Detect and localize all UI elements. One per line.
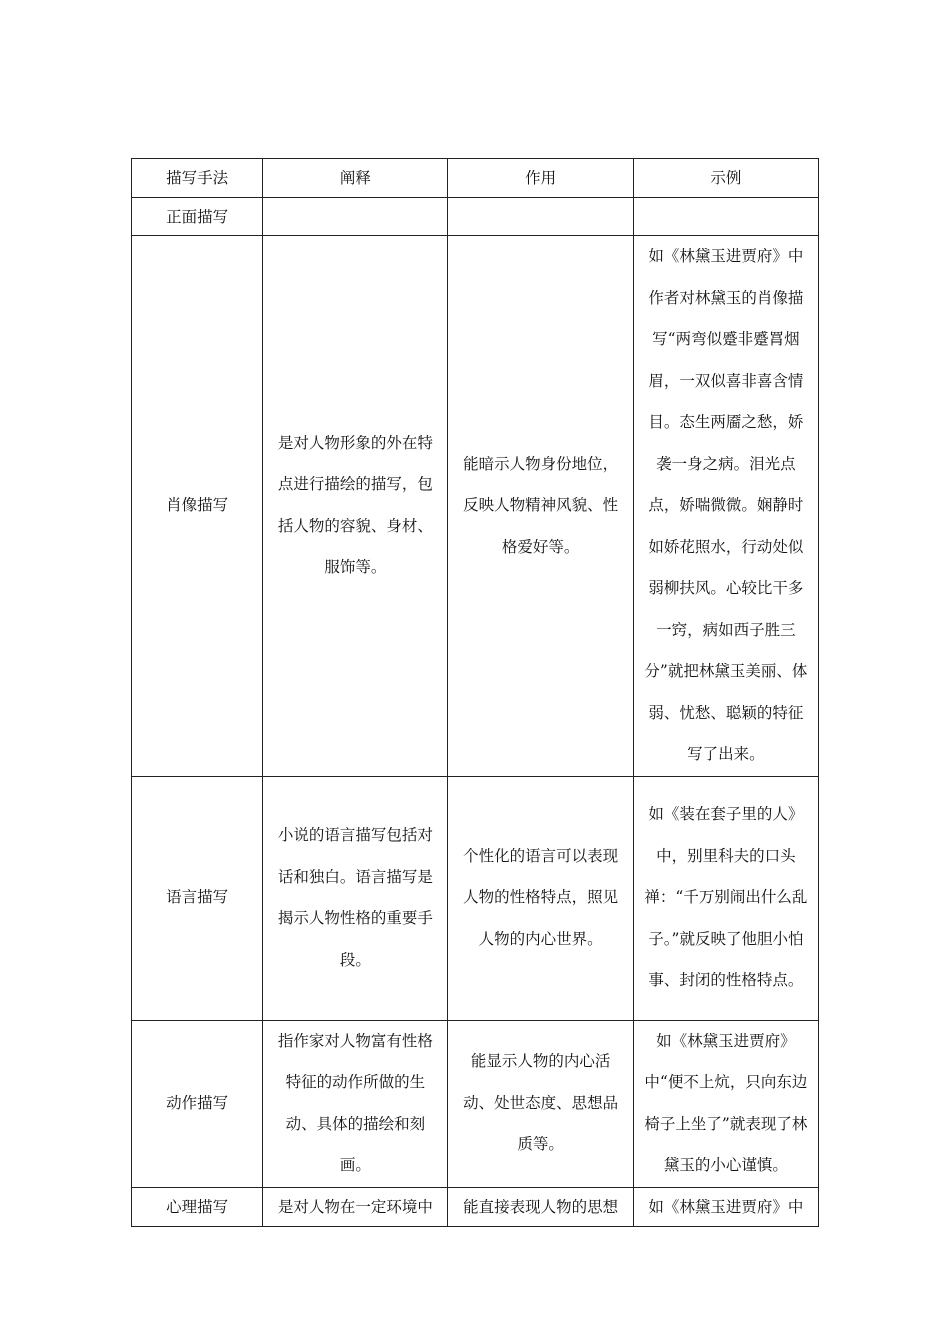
cell-explanation [263, 198, 448, 236]
cell-example: 如《林黛玉进贾府》中“便不上炕，只向东边椅子上坐了”就表现了林黛玉的小心谨慎。 [633, 1020, 818, 1187]
cell-explanation: 是对人物形象的外在特点进行描绘的描写，包括人物的容貌、身材、服饰等。 [263, 236, 448, 777]
cell-method: 动作描写 [132, 1020, 263, 1187]
table-row [132, 1020, 819, 1187]
cell-method: 语言描写 [132, 776, 263, 1020]
cell-example [633, 198, 818, 236]
cell-method: 正面描写 [132, 198, 263, 236]
header-method: 描写手法 [132, 159, 263, 198]
table-row [132, 198, 819, 236]
cell-function: 能直接表现人物的思想 [448, 1187, 633, 1226]
cell-example: 如《装在套子里的人》中，别里科夫的口头禅：“千万别闹出什么乱子。”就反映了他胆小怕事、封闭的性格特点。 [633, 776, 818, 1020]
description-methods-table [131, 158, 819, 1227]
table-row [132, 1187, 819, 1226]
header-function: 作用 [448, 159, 633, 198]
table-header-row [132, 159, 819, 198]
table-row [132, 236, 819, 777]
cell-function: 能暗示人物身份地位，反映人物精神风貌、性格爱好等。 [448, 236, 633, 777]
table-row [132, 776, 819, 1020]
cell-example: 如《林黛玉进贾府》中 [633, 1187, 818, 1226]
cell-function: 能显示人物的内心活动、处世态度、思想品质等。 [448, 1020, 633, 1187]
cell-example: 如《林黛玉进贾府》中作者对林黛玉的肖像描写“两弯似蹙非蹙罥烟眉，一双似喜非喜含情目。态生两靥之愁，娇袭一身之病。泪光点点，娇喘微微。娴静时如娇花照水，行动处似弱柳扶风。心较比干多一窍，病如西子胜三分”就把林黛玉美丽、体弱、忧愁、聪颖的特征写了出来。 [633, 236, 818, 777]
cell-function: 个性化的语言可以表现人物的性格特点，照见人物的内心世界。 [448, 776, 633, 1020]
cell-method: 肖像描写 [132, 236, 263, 777]
cell-method: 心理描写 [132, 1187, 263, 1226]
cell-function [448, 198, 633, 236]
cell-explanation: 小说的语言描写包括对话和独白。语言描写是揭示人物性格的重要手段。 [263, 776, 448, 1020]
cell-explanation: 指作家对人物富有性格特征的动作所做的生动、具体的描绘和刻画。 [263, 1020, 448, 1187]
cell-explanation: 是对人物在一定环境中 [263, 1187, 448, 1226]
header-example: 示例 [633, 159, 818, 198]
header-explanation: 阐释 [263, 159, 448, 198]
